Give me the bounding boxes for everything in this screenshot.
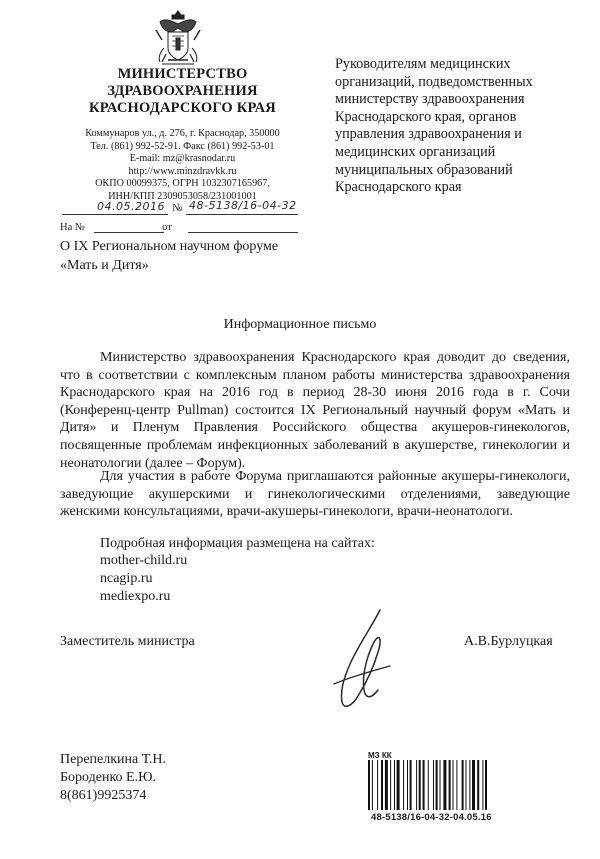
- body-paragraph-3: Подробная информация размещена на сайтах:: [100, 536, 375, 551]
- executor-name: Бороденко Е.Ю.: [60, 770, 156, 785]
- letter-subject: О IX Региональном научном форуме «Мать и Дитя»: [60, 239, 279, 273]
- outgoing-number-label: №: [172, 202, 183, 214]
- ministry-name-line1: МИНИСТЕРСТВО: [117, 66, 248, 82]
- signer-name: А.В.Бурлуцкая: [464, 634, 553, 649]
- ministry-name-line3: КРАСНОДАРСКОГО КРАЯ: [89, 100, 276, 116]
- reference-number-underline: [94, 232, 164, 233]
- website-link: ncagip.ru: [100, 571, 153, 586]
- contact-okpo: ОКПО 00099375, ОГРН 1032307165967,: [95, 178, 270, 190]
- recipient-block: Руководителям медицинских организаций, подведомственных министерству здравоохранения Краснодарского края, органов управления здравоохранения и медицинских организаций муниципальных образований Краснодарского края: [335, 56, 533, 196]
- contact-email: E-mail: mz@krasnodar.ru: [129, 153, 236, 165]
- letter-title: Информационное письмо: [223, 317, 377, 332]
- sticker-label: МЗ КК: [368, 751, 392, 760]
- reference-ot-label: от: [162, 222, 172, 233]
- contact-address: Коммунаров ул., д. 276, г. Краснодар, 350000: [85, 128, 280, 139]
- executor-name: Перепелкина Т.Н.: [60, 752, 166, 767]
- contact-website: http://www.minzdravkk.ru: [128, 165, 237, 177]
- handwritten-signature: [328, 606, 398, 712]
- ministry-name-line2: ЗДРАВООХРАНЕНИЯ: [107, 83, 258, 99]
- barcode-icon: [367, 760, 534, 810]
- signer-position: Заместитель министра: [60, 634, 195, 649]
- reference-na-label: На №: [60, 222, 85, 233]
- executor-phone: 8(861)9925374: [60, 788, 147, 803]
- barcode-number: 48-5138/16-04-32-04.05.16: [371, 812, 492, 823]
- contact-phone: Тел. (861) 992-52-91. Факс (861) 992-53-01: [90, 140, 275, 152]
- body-paragraph-2: Для участия в работе Форума приглашаются районные акушеры-гинекологи, заведующие акушерскими и гинекологическими отделениями, заведующие женскими консультациями, врачи-акушеры-гинекологи, врачи-неонатологи.: [60, 469, 570, 520]
- outgoing-date: 04.05.2016: [97, 200, 165, 213]
- ministry-name: [60, 66, 305, 117]
- outgoing-number: 48-5138/16-04-32: [189, 199, 297, 212]
- number-underline: [186, 214, 298, 215]
- website-link: mother-child.ru: [100, 553, 188, 568]
- ministry-contacts: [60, 128, 305, 204]
- date-underline: [62, 214, 168, 215]
- body-paragraph-1: Министерство здравоохранения Краснодарского края доводит до сведения, что в соответствии с комплексным планом работы министерства здравоохранения Краснодарского края на 2016 год в период 28-30 июня 2016 года в г. Сочи (Конференц-центр Pullman) состоится IX Региональный научный форум «Мать и Дитя» и Пленум Правления Российского общества акушеров-гинекологов, посвященные проблемам инфекционных заболеваний в акушерстве, гинекологии и неонатологии (далее – Форум).: [60, 350, 570, 471]
- coat-of-arms-icon: [150, 8, 206, 68]
- website-link: mediexpo.ru: [100, 589, 171, 604]
- reference-date-underline: [188, 232, 298, 233]
- contact-inn: ИНН/КПП 2309053058/231001001: [108, 190, 257, 202]
